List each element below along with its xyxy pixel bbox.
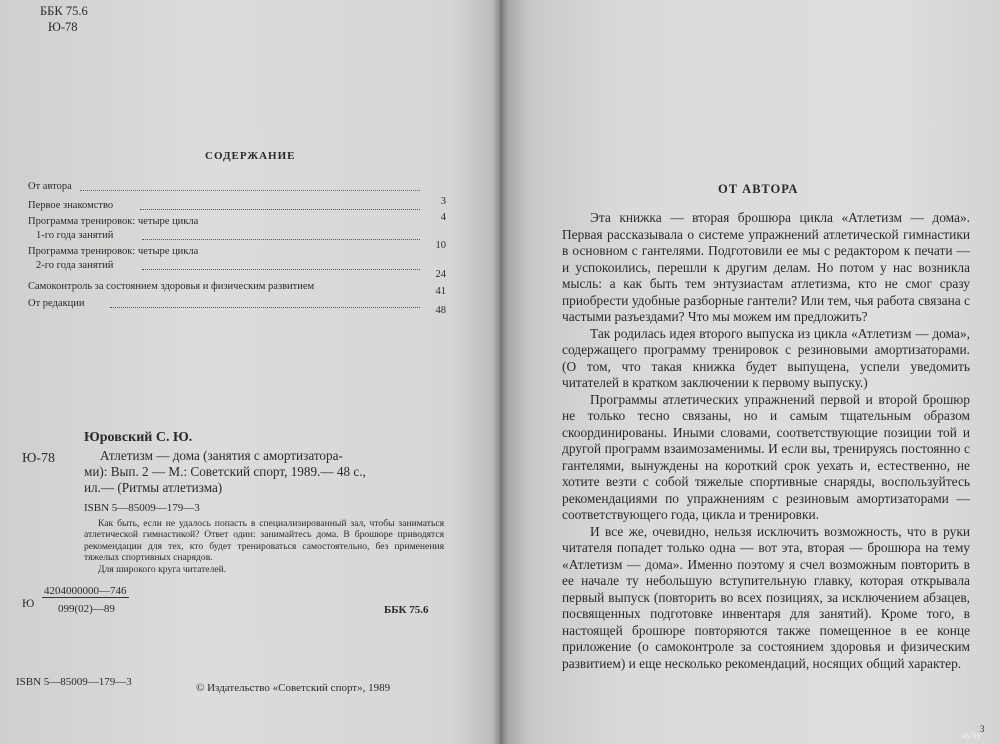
biblio-line: ми): Вып. 2 — М.: Советский спорт, 1989.— 48 с.,	[84, 464, 366, 479]
page-number: 3	[980, 724, 985, 734]
toc-leader	[142, 259, 420, 270]
biblio-line: Атлетизм — дома (занятия с амортизатора-	[100, 448, 343, 463]
foreword-paragraph: И все же, очевидно, нельзя исключить возможность, что в руки читателя попадет только одна — вот эта, вторая — брошюра на тему «Атлетизм — дома». Именно поэтому я счел возможным повторить в ее начале ту небольшую вступительную главку, которая открывала первый выпуск (повторить во всех позициях, за исключением абзацев, посвященных подготовке инвентаря для занятий). Кроме того, в настоящей брошюре повторяются также помещенное в ее конце приложение (о самоконтроле за состоянием здоровья и физическим развитием) и еще несколько рекомендаций, носящих общий характер.	[562, 523, 970, 671]
toc-leader	[140, 199, 420, 210]
isbn: ISBN 5—85009—179—3	[84, 502, 200, 514]
toc-leader	[80, 180, 420, 191]
toc-entry-title: От автора	[28, 181, 72, 192]
toc-entry-title: Программа тренировок: четыре цикла	[28, 216, 199, 227]
toc-page-number: 10	[435, 240, 446, 251]
author-foreword	[562, 210, 970, 672]
formula-numerator: 4204000000—746	[44, 585, 127, 597]
bibliographic-entry	[84, 448, 444, 496]
foreword-paragraph: Эта книжка — вторая брошюра цикла «Атлетизм — дома». Первая рассказывала о системе упражнений атлетической гимнастики в основном с гантелями. Подготовили ее мы с редактором к печати — и успокоились, перешли к другим делам. Но потом у нас возникла мысль: а как быть тем энтузиастам атлетизма, кто не смог сразу приобрести удобные разборные гантели? Или тем, чья работа связана с частыми разъездами? Что мы можем им предложить?	[562, 210, 970, 324]
code-top: Ю-78	[48, 20, 78, 34]
toc-page-number: 4	[440, 212, 446, 223]
toc-page-number: 41	[435, 286, 446, 297]
formula-letter: Ю	[22, 596, 35, 610]
toc-leader	[110, 297, 420, 308]
section-heading: ОТ АВТОРА	[718, 182, 799, 196]
formula-denominator: 099(02)—89	[58, 603, 115, 615]
toc-entry-title: Программа тренировок: четыре цикла	[28, 246, 199, 257]
copyright: © Издательство «Советский спорт», 1989	[196, 682, 391, 694]
toc-page-number: 3	[440, 196, 446, 207]
toc-page-number: 48	[435, 305, 446, 316]
book-gutter	[492, 0, 508, 744]
foreword-paragraph: Так родилась идея второго выпуска из цикла «Атлетизм — дома», содержащего программу тренировок с резиновыми амортизаторами. (О том, что такая книжка будет выпущена, успели уведомить читателей в кратком заключении к первому выпуску.)	[562, 325, 970, 390]
toc-entry	[28, 246, 440, 257]
toc-entry-title: Самоконтроль за состоянием здоровья и физическим развитием	[28, 281, 315, 292]
isbn-bottom: ISBN 5—85009—179—3	[16, 676, 132, 688]
bbk-bottom: ББК 75.6	[384, 604, 429, 616]
bbk-top: ББК 75.6	[40, 4, 88, 18]
author: Юровский С. Ю.	[84, 430, 193, 445]
annotation-text: Для широкого круга читателей.	[98, 563, 227, 575]
toc-entry-title: 2-го года занятий	[36, 260, 114, 271]
biblio-line: ил.— (Ритмы атлетизма)	[84, 480, 223, 495]
toc-entry-title: От редакции	[28, 298, 85, 309]
toc-entry	[28, 216, 440, 227]
annotation	[84, 518, 444, 575]
toc-entry	[28, 281, 440, 292]
toc-entry-title: Первое знакомство	[28, 200, 114, 211]
toc-page-number: 24	[435, 269, 446, 280]
foreword-paragraph: Программы атлетических упражнений первой и второй брошюр не только тесно связаны, но и самым тщательным образом скоординированы. Иными словами, соответствующие позиции той и другой программ взаимозаменимы. И если вы, тренируясь постоянно с гантелями, вынуждены на короткий срок уехать и, естественно, не хотите везти с собой тяжелые спортивные снаряды, воспользуйтесь рекомендациями по упражнениям с резиновым амортизаторами — соответствующего года, цикла и тренировки.	[562, 391, 970, 522]
watermark: ay.by	[962, 730, 982, 740]
toc-entry-title: 1-го года занятий	[36, 230, 114, 241]
toc-title: СОДЕРЖАНИЕ	[205, 150, 296, 162]
catalog-code: Ю-78	[22, 451, 56, 466]
annotation-text: Как быть, если не удалось попасть в специализированный зал, чтобы заниматься атлетической гимнастикой? Ответ один: занимайтесь дома. В брошюре приводятся рекомендации для тех, кто будет тренироваться самостоятельно, без применения тяжелых спортивных снарядов.	[84, 518, 444, 564]
toc-leader	[142, 229, 420, 240]
